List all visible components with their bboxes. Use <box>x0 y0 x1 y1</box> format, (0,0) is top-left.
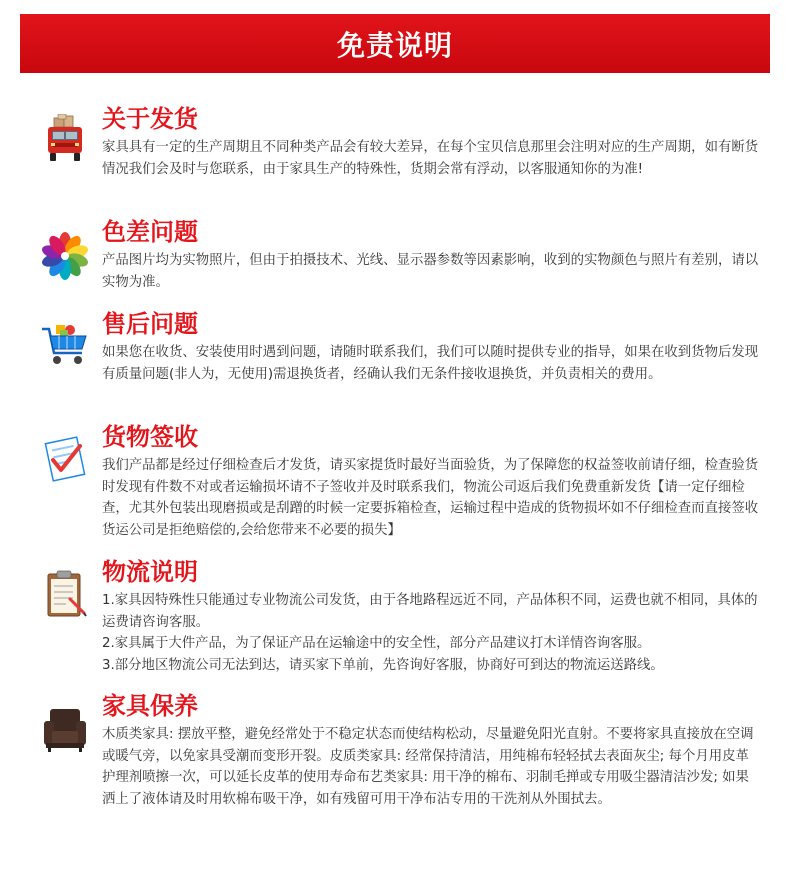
paragraph: 我们产品都是经过仔细检查后才发货，请买家提货时最好当面验货，为了保障您的权益签收前请仔细，检查验货时发现有件数不对或者运输损坏请不子签收并及时联系我们，物流公司返后我们免费重新发货【请一定仔细检查，尤其外包装出现磨损或是刮蹭的时候一定要拆箱检查，运输过程中造成的货物损坏如不仔细检查而直接签收货运公司是拒绝赔偿的,会给您带来不必要的损失】 <box>102 458 759 538</box>
armchair-icon <box>40 705 90 755</box>
paragraph: 3.部分地区物流公司无法到达，请买家下单前，先咨询好客服，协商好可到达的物流运送路线。 <box>102 657 664 673</box>
section-heading: 售后问题 <box>102 310 198 338</box>
paragraph: 1.家具因特殊性只能通过专业物流公司发货，由于各地路程远近不同，产品体积不同，运费也就不相同，具体的运费请咨询客服。 <box>102 593 758 630</box>
section-text <box>102 250 762 293</box>
paragraph: 2.家具属于大件产品，为了保证产品在运输途中的安全性，部分产品建议打木详情咨询客服。 <box>102 636 651 651</box>
color-wheel-icon <box>40 231 90 281</box>
page-title: 免责说明 <box>336 28 453 62</box>
clipboard-icon <box>40 569 90 619</box>
section-heading: 家具保养 <box>102 692 198 720</box>
paragraph: 家具具有一定的生产周期且不同种类产品会有较大差异，在每个宝贝信息那里会注明对应的生产周期，如有断货情况我们会及时与您联系，由于家具生产的特殊性，货期会常有浮动，以客服通知你的为准! <box>102 140 759 177</box>
section-text <box>102 590 762 676</box>
paragraph: 木质类家具: 摆放平整，避免经常处于不稳定状态而使结构松动，尽量避免阳光直射。不要将家具直接放在空调或暖气旁，以免家具受潮而变形开裂。皮质类家具: 经常保持清洁，用纯棉布轻轻拭去表面灰尘; 每个月用皮革护理剂喷擦一次，可以延长皮革的使用寿命布艺类家具: 用干净的棉布、羽制毛掸或专用吸尘器清洁沙发; 如果洒上了液体请及时用软棉布吸干净，如有残留可用干净布沾专用的干洗剂从外围拭去。 <box>102 727 754 807</box>
title-banner <box>20 14 770 73</box>
delivery-truck-icon <box>40 114 90 164</box>
section-heading: 关于发货 <box>102 105 198 133</box>
paragraph: 如果您在收货、安装使用时遇到问题，请随时联系我们，我们可以随时提供专业的指导，如果在收到货物后发现有质量问题(非人为，无使用)需退换货者，经确认我们无条件接收退换货，并负责相关的费用。 <box>102 345 759 382</box>
section-text <box>102 342 762 385</box>
section-heading: 货物签收 <box>102 423 198 451</box>
section-heading: 色差问题 <box>102 218 198 246</box>
section-heading: 物流说明 <box>102 558 198 586</box>
paragraph: 产品图片均为实物照片，但由于拍摄技术、光线、显示器参数等因素影响，收到的实物颜色与照片有差别，请以实物为准。 <box>102 253 759 290</box>
section-text <box>102 137 762 180</box>
section-text <box>102 455 762 541</box>
shopping-cart-icon <box>40 321 90 371</box>
section-text <box>102 724 762 810</box>
checklist-icon <box>40 434 90 484</box>
